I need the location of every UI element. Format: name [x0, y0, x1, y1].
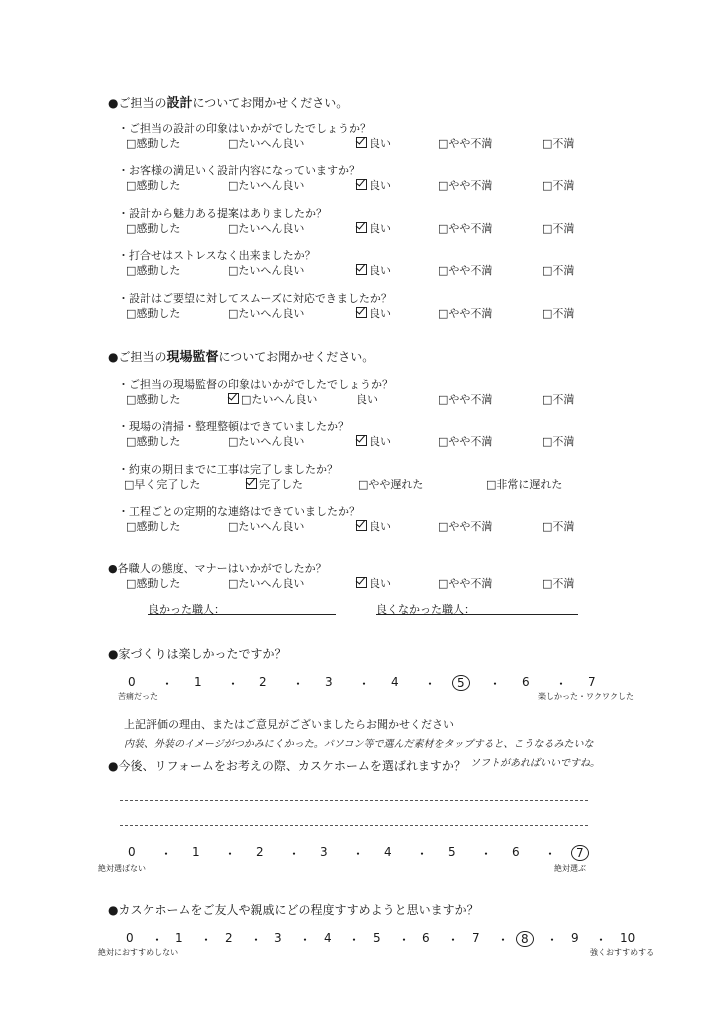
scale-dot: ・ — [546, 933, 559, 947]
answer-option[interactable] — [228, 575, 304, 591]
checked-box-icon[interactable] — [356, 264, 367, 275]
scale-value[interactable]: 1 — [192, 845, 200, 859]
answer-option-label: □不満 — [542, 520, 575, 533]
answer-option[interactable] — [542, 433, 574, 449]
good-craftsman-line[interactable] — [148, 614, 336, 615]
answer-option-label: □たいへん良い — [228, 222, 305, 235]
answer-option[interactable] — [438, 305, 492, 321]
answer-option-label: □やや不満 — [438, 393, 493, 406]
answer-option[interactable] — [438, 575, 492, 591]
comment-line-2[interactable] — [120, 825, 588, 826]
scale-value[interactable]: 0 — [128, 675, 136, 689]
scale-value[interactable]: 6 — [512, 845, 520, 859]
checked-box-icon[interactable] — [356, 577, 367, 588]
scale-value[interactable]: 9 — [571, 931, 579, 945]
answer-option-label: □不満 — [542, 435, 575, 448]
answer-option-label: 良い — [369, 520, 391, 533]
scale-dot: ・ — [224, 847, 237, 861]
answer-option-label: □感動した — [126, 435, 181, 448]
answer-option[interactable] — [126, 305, 180, 321]
answer-option-label: □たいへん良い — [228, 435, 305, 448]
answer-option[interactable] — [356, 305, 391, 321]
scale-value[interactable]: 5 — [448, 845, 456, 859]
scale-dot: ・ — [352, 847, 365, 861]
scale-dot: ・ — [288, 847, 301, 861]
answer-option-label: □不満 — [542, 307, 575, 320]
scale-value[interactable]: 10 — [620, 931, 636, 945]
section-suffix: についてお聞かせください。 — [218, 350, 375, 364]
reform-high-label: 絶対選ぶ — [554, 864, 586, 873]
question-text: ・約束の期日までに工事は完了しましたか？ — [118, 463, 338, 476]
bad-craftsman-line[interactable] — [376, 614, 578, 615]
section-bold: 現場監督 — [166, 350, 219, 365]
answer-option-label: 良い — [369, 435, 391, 448]
answer-option[interactable] — [542, 220, 574, 236]
question-text: ・設計から魅力ある提案はありましたか？ — [118, 207, 327, 220]
question-text: ・現場の清掃・整理整頓はできていましたか？ — [118, 420, 349, 433]
section-prefix: ●ご担当の — [108, 350, 167, 364]
section-design-heading — [108, 92, 348, 111]
answer-option-label: □やや不満 — [438, 264, 493, 277]
enjoy-low-label: 苦痛だった — [118, 692, 158, 701]
answer-option-label: 良い — [369, 137, 391, 150]
question-text: ・設計はご要望に対してスムーズに対応できましたか？ — [118, 292, 392, 305]
scale-value[interactable]: 6 — [522, 675, 530, 689]
answer-option-label: □たいへん良い — [228, 264, 305, 277]
answer-option-label: □感動した — [126, 577, 181, 590]
answer-option-label: □感動した — [126, 520, 181, 533]
reason-prompt: 上記評価の理由、またはご意見がございましたらお聞かせください — [124, 718, 454, 731]
question-text: ・工程ごとの定期的な連絡はできていましたか？ — [118, 505, 360, 518]
scale-dot: ・ — [595, 933, 608, 947]
enjoy-scale[interactable] — [128, 675, 596, 691]
answer-option[interactable] — [542, 391, 574, 407]
scale-dot: ・ — [398, 933, 411, 947]
answer-option[interactable] — [228, 305, 304, 321]
checked-box-icon[interactable] — [356, 307, 367, 318]
comment-line-1[interactable] — [120, 800, 588, 801]
answer-option-label: □不満 — [542, 179, 575, 192]
checked-box-icon[interactable] — [356, 222, 367, 233]
answer-option[interactable] — [126, 177, 180, 193]
recommend-scale[interactable] — [126, 931, 636, 947]
scale-value[interactable]: 5 — [373, 931, 381, 945]
scale-value[interactable]: 7 — [588, 675, 596, 689]
answer-option-label: □不満 — [542, 577, 575, 590]
answer-option[interactable] — [126, 575, 180, 591]
answer-option[interactable] — [542, 575, 574, 591]
answer-option[interactable] — [228, 220, 304, 236]
answer-option-label: □たいへん良い — [228, 137, 305, 150]
section-bold: 設計 — [166, 96, 193, 111]
scale-value[interactable]: 5 — [452, 675, 470, 691]
checked-box-icon[interactable] — [246, 478, 257, 489]
recommend-low-label: 絶対におすすめしない — [98, 948, 179, 957]
handwritten-line-1: 内装、外装のイメージがつかみにくかった。パソコン等で選んだ素材をタップすると、こうなるみたいな — [124, 739, 594, 750]
checked-box-icon[interactable] — [356, 179, 367, 190]
scale-value[interactable]: 8 — [516, 931, 534, 947]
checked-box-icon[interactable] — [228, 393, 239, 404]
recommend-question: ●カスケホームをご友人や親戚にどの程度すすめようと思いますか？ — [108, 903, 479, 917]
answer-option-label: □不満 — [542, 137, 575, 150]
answer-option[interactable] — [356, 391, 378, 407]
reform-question: ●今後、リフォームをお考えの際、カスケホームを選ばれますか？ — [108, 759, 466, 773]
section-suffix: についてお聞かせください。 — [192, 96, 349, 110]
answer-option[interactable] — [228, 135, 304, 151]
question-text: ・お客様の満足いく設計内容になっていますか？ — [118, 164, 360, 177]
scale-dot: ・ — [160, 847, 173, 861]
answer-option[interactable] — [228, 177, 304, 193]
question-text: ・ご担当の設計の印象はいかがでしたでしょうか？ — [118, 122, 371, 135]
answer-option-label: □たいへん良い — [228, 179, 305, 192]
reform-low-label: 絶対選ばない — [98, 864, 146, 873]
section-prefix: ●ご担当の — [108, 96, 167, 110]
answer-option[interactable] — [438, 135, 492, 151]
answer-option-label: □たいへん良い — [228, 577, 305, 590]
answer-option[interactable] — [126, 135, 180, 151]
checked-box-icon[interactable] — [356, 435, 367, 446]
answer-option[interactable] — [438, 262, 492, 278]
answer-option-label: □やや不満 — [438, 520, 493, 533]
answer-option-label: 良い — [369, 307, 391, 320]
scale-value[interactable]: 0 — [126, 931, 134, 945]
answer-option[interactable] — [486, 476, 562, 492]
scale-dot: ・ — [424, 677, 437, 691]
scale-dot: ・ — [348, 933, 361, 947]
answer-option[interactable] — [124, 476, 200, 492]
scale-value[interactable]: 6 — [422, 931, 430, 945]
scale-value[interactable]: 1 — [194, 675, 202, 689]
scale-dot: ・ — [497, 933, 510, 947]
answer-option[interactable] — [126, 220, 180, 236]
answer-option[interactable] — [438, 433, 492, 449]
question-text: ・打合せはストレスなく出来ましたか？ — [118, 249, 316, 262]
answer-option[interactable] — [228, 433, 304, 449]
scale-dot: ・ — [227, 677, 240, 691]
answer-option-label: 良い — [356, 393, 378, 406]
answer-option-label: □感動した — [126, 179, 181, 192]
scale-value[interactable]: 2 — [256, 845, 264, 859]
answer-option[interactable] — [228, 391, 317, 407]
scale-dot: ・ — [292, 677, 305, 691]
answer-option[interactable] — [438, 391, 492, 407]
answer-option-label: 完了した — [259, 478, 303, 491]
scale-value[interactable]: 1 — [175, 931, 183, 945]
scale-dot: ・ — [151, 933, 164, 947]
answer-option-label: □たいへん良い — [228, 520, 305, 533]
answer-option-label: □やや不満 — [438, 577, 493, 590]
scale-dot: ・ — [416, 847, 429, 861]
answer-option-label: □やや不満 — [438, 222, 493, 235]
answer-option[interactable] — [126, 391, 180, 407]
answer-option-label: □感動した — [126, 307, 181, 320]
answer-option-label: 良い — [369, 222, 391, 235]
answer-option-label: □感動した — [126, 137, 181, 150]
answer-option-label: 良い — [369, 179, 391, 192]
answer-option-label: □不満 — [542, 264, 575, 277]
handwritten-line-2: ソフトがあればいいですね。 — [470, 758, 600, 769]
answer-option[interactable] — [542, 305, 574, 321]
scale-dot: ・ — [480, 847, 493, 861]
answer-option-label: □非常に遅れた — [486, 478, 563, 491]
checked-box-icon[interactable] — [356, 520, 367, 531]
answer-option[interactable] — [356, 433, 391, 449]
answer-option[interactable] — [356, 262, 391, 278]
scale-dot: ・ — [161, 677, 174, 691]
answer-option[interactable] — [542, 518, 574, 534]
scale-dot: ・ — [489, 677, 502, 691]
answer-option[interactable] — [438, 518, 492, 534]
answer-option-label: 良い — [369, 264, 391, 277]
scale-value[interactable]: 2 — [259, 675, 267, 689]
reform-scale[interactable] — [128, 845, 584, 861]
answer-option[interactable] — [542, 262, 574, 278]
answer-option-label: □感動した — [126, 222, 181, 235]
answer-option-label: □不満 — [542, 393, 575, 406]
answer-option-label: □やや遅れた — [358, 478, 424, 491]
answer-option[interactable] — [126, 433, 180, 449]
answer-option[interactable] — [356, 518, 391, 534]
scale-value[interactable]: 4 — [384, 845, 392, 859]
answer-option[interactable] — [228, 262, 304, 278]
answer-option[interactable] — [438, 220, 492, 236]
scale-dot: ・ — [447, 933, 460, 947]
bad-craftsman-label: 良くなかった職人： — [376, 603, 475, 616]
answer-option[interactable] — [542, 135, 574, 151]
answer-option-label: □感動した — [126, 264, 181, 277]
answer-option[interactable] — [356, 135, 391, 151]
answer-option-label: □やや不満 — [438, 137, 493, 150]
enjoy-question: ●家づくりは楽しかったですか？ — [108, 647, 287, 661]
scale-value[interactable]: 0 — [128, 845, 136, 859]
good-craftsman-label: 良かった職人： — [148, 603, 225, 616]
scale-value[interactable]: 4 — [324, 931, 332, 945]
answer-option[interactable] — [358, 476, 423, 492]
scale-value[interactable]: 3 — [325, 675, 333, 689]
answer-option-label: □やや不満 — [438, 307, 493, 320]
answer-option-label: 良い — [369, 577, 391, 590]
question-text: ・ご担当の現場監督の印象はいかがでしたでしょうか？ — [118, 378, 393, 391]
scale-value[interactable]: 7 — [571, 845, 589, 861]
scale-dot: ・ — [555, 677, 568, 691]
answer-option-label: □たいへん良い — [241, 393, 318, 406]
answer-option[interactable] — [356, 575, 391, 591]
answer-option[interactable] — [126, 262, 180, 278]
scale-value[interactable]: 3 — [320, 845, 328, 859]
answer-option-label: □感動した — [126, 393, 181, 406]
answer-option-label: □やや不満 — [438, 435, 493, 448]
answer-option-label: □早く完了した — [124, 478, 201, 491]
scale-dot: ・ — [250, 933, 263, 947]
enjoy-high-label: 楽しかった・ワクワクした — [538, 692, 634, 701]
answer-option-label: □不満 — [542, 222, 575, 235]
question-text: ●各職人の態度、マナーはいかがでしたか？ — [108, 562, 327, 575]
scale-value[interactable]: 7 — [472, 931, 480, 945]
answer-option[interactable] — [356, 220, 391, 236]
checked-box-icon[interactable] — [356, 137, 367, 148]
answer-option[interactable] — [438, 177, 492, 193]
recommend-high-label: 強くおすすめする — [590, 948, 655, 957]
section-site-heading — [108, 346, 374, 365]
scale-value[interactable]: 4 — [391, 675, 399, 689]
answer-option[interactable] — [228, 518, 304, 534]
scale-value[interactable]: 2 — [225, 931, 233, 945]
answer-option[interactable] — [246, 476, 303, 492]
answer-option[interactable] — [126, 518, 180, 534]
answer-option-label: □たいへん良い — [228, 307, 305, 320]
answer-option-label: □やや不満 — [438, 179, 493, 192]
scale-value[interactable]: 3 — [274, 931, 282, 945]
scale-dot: ・ — [200, 933, 213, 947]
answer-option[interactable] — [542, 177, 574, 193]
scale-dot: ・ — [544, 847, 557, 861]
answer-option[interactable] — [356, 177, 391, 193]
scale-dot: ・ — [299, 933, 312, 947]
scale-dot: ・ — [358, 677, 371, 691]
